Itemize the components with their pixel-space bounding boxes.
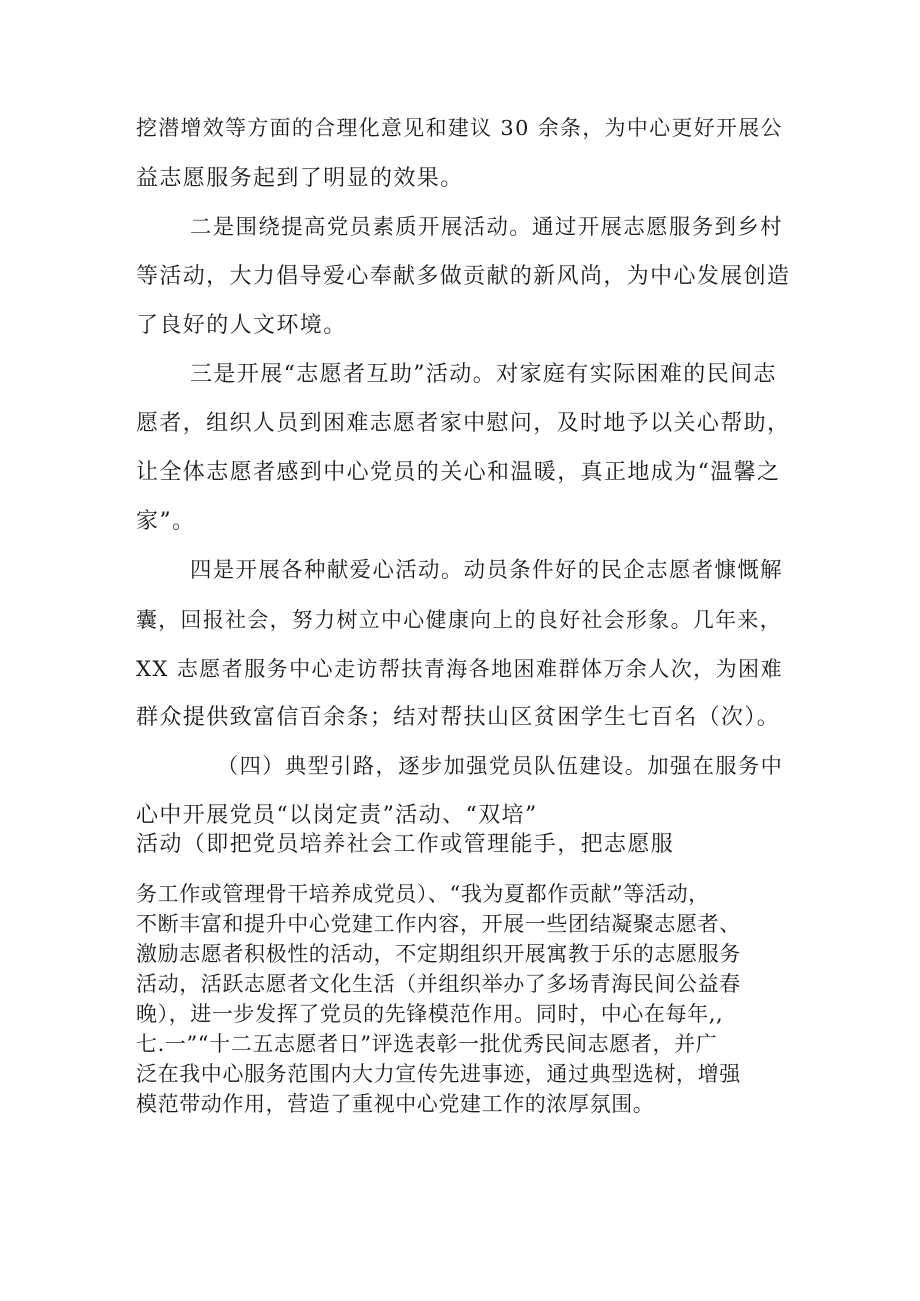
text-line: 群众提供致富信百余条；结对帮扶山区贫困学生七百名（次）。 xyxy=(136,705,781,730)
section-heading-line: （四）典型引路，逐步加强党员队伍建设。加强在服务中 xyxy=(217,754,784,779)
text-line: 了良好的人文环境。 xyxy=(136,313,347,338)
text-line: 务工作或管理骨干培养成党员）、“我为夏都作贡献”等活动， xyxy=(136,882,710,906)
text-line: 等活动，大力倡导爱心奉献多做贡献的新风尚，为中心发展创造 xyxy=(136,264,791,289)
text-line: 囊，回报社会，努力树立中心健康向上的良好社会形象。几年来， xyxy=(136,608,782,632)
text-line: 不断丰富和提升中心党建工作内容，开展一些团结凝聚志愿者、 xyxy=(136,912,741,936)
text-line: 挖潜增效等方面的合理化意见和建议 30 余条，为中心更好开展公 xyxy=(136,116,783,140)
text-line: 激励志愿者积极性的活动，不定期组织开展寓教于乐的志愿服务 xyxy=(136,942,741,966)
text-line: 家”。 xyxy=(136,509,196,534)
text-line: 四是开展各种献爱心活动。动员条件好的民企志愿者慷慨解 xyxy=(190,558,783,583)
text-line: 泛在我中心服务范围内大力宣传先进事迹，通过典型选树，增强 xyxy=(136,1062,741,1086)
text-line: 晚），进一步发挥了党员的先锋模范作用。同时，中心在每年,, xyxy=(136,1002,724,1026)
text-line: 益志愿服务起到了明显的效果。 xyxy=(136,166,464,191)
text-line: 让全体志愿者感到中心党员的关心和温暖，真正地成为“温馨之 xyxy=(136,460,781,485)
text-line: 三是开展“志愿者互助”活动。对家庭有实际困难的民间志 xyxy=(190,362,777,387)
text-line: 活动（即把党员培养社会工作或管理能手，把志愿服 xyxy=(136,832,675,857)
text-line: 模范带动作用，营造了重视中心党建工作的浓厚氛围。 xyxy=(136,1092,655,1116)
text-line: 活动，活跃志愿者文化生活（并组织举办了多场青海民间公益春 xyxy=(136,972,741,996)
text-line: 心中开展党员“以岗定责”活动、“双培” xyxy=(136,803,538,828)
text-line: 愿者，组织人员到困难志愿者家中慰问，及时地予以关心帮助， xyxy=(136,411,791,436)
text-line: 二是围绕提高党员素质开展活动。通过开展志愿服务到乡村 xyxy=(190,215,783,240)
text-line: XX 志愿者服务中心走访帮扶青海各地困难群体万余人次，为困难 xyxy=(136,656,783,681)
text-line: 七.一”“十二五志愿者日”评选表彰一批优秀民间志愿者，并广 xyxy=(136,1032,718,1056)
